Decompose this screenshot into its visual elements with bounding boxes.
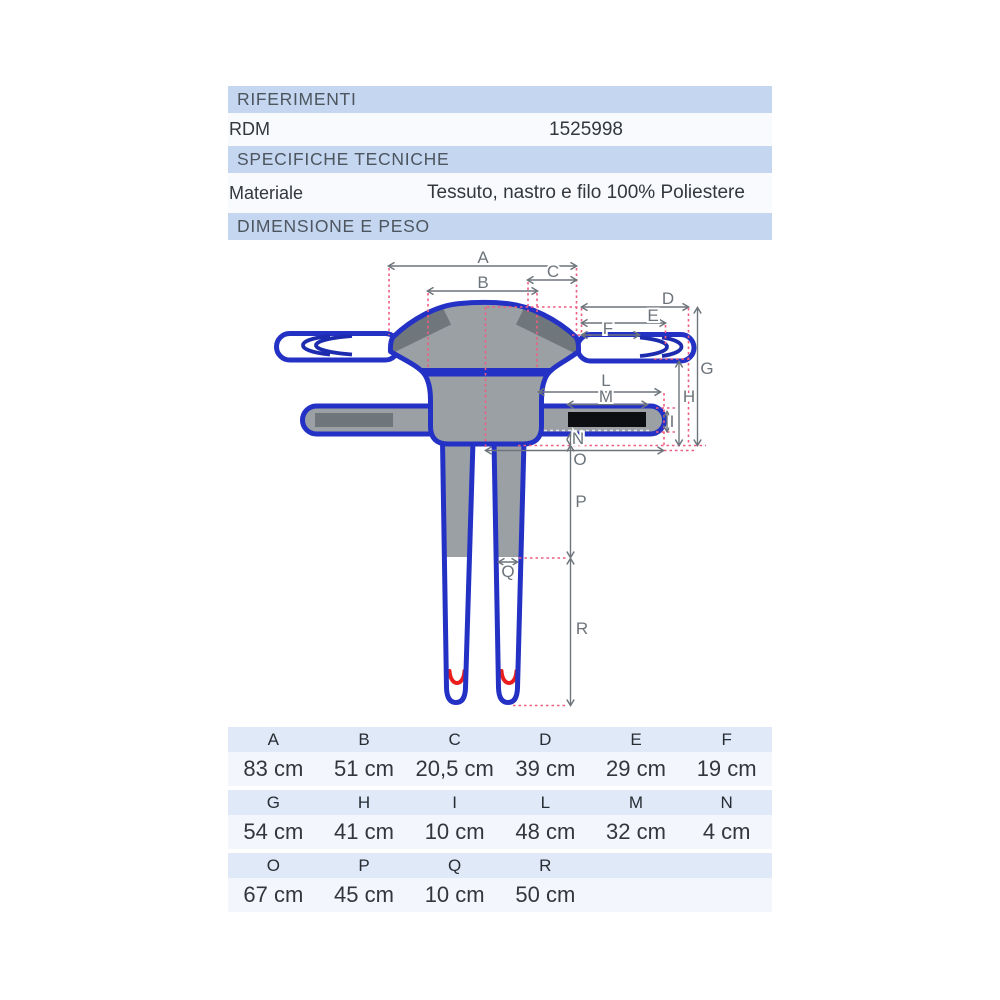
col-header: C bbox=[448, 729, 461, 749]
dim-label-b: B bbox=[477, 273, 489, 292]
spec-row-materiale bbox=[228, 173, 772, 213]
table-value-row bbox=[228, 878, 772, 912]
section-header-specifiche-tecniche: SPECIFICHE TECNICHE bbox=[228, 146, 772, 173]
dim-value: 67 cm bbox=[243, 882, 304, 907]
dim-label-e: E bbox=[647, 306, 659, 325]
table-value-row bbox=[228, 815, 772, 849]
col-header: I bbox=[452, 792, 458, 812]
spec-row-rdm bbox=[228, 113, 772, 146]
dim-label-p: P bbox=[575, 492, 587, 511]
spec-label-rdm: RDM bbox=[229, 119, 270, 139]
dim-value: 51 cm bbox=[334, 756, 394, 781]
dim-value: 10 cm bbox=[424, 819, 485, 844]
dim-value: 19 cm bbox=[696, 756, 757, 781]
dim-value: 83 cm bbox=[243, 756, 304, 781]
col-header: F bbox=[721, 729, 732, 749]
col-header bbox=[591, 853, 682, 878]
section-header-riferimenti: RIFERIMENTI bbox=[228, 86, 772, 113]
dim-label-f: F bbox=[602, 319, 614, 338]
col-header: E bbox=[630, 729, 642, 749]
dim-value: 48 cm bbox=[515, 819, 576, 844]
dim-value bbox=[681, 878, 772, 912]
dim-label-r: R bbox=[575, 619, 589, 638]
dim-label-c: C bbox=[546, 262, 560, 281]
dim-label-q: Q bbox=[501, 562, 515, 581]
dim-value: 10 cm bbox=[424, 882, 485, 907]
spec-label-materiale: Materiale bbox=[229, 182, 304, 203]
dim-label-l: L bbox=[601, 371, 611, 390]
col-header: B bbox=[358, 729, 370, 749]
dim-label-g: G bbox=[700, 359, 714, 378]
dim-value: 50 cm bbox=[515, 882, 576, 907]
table-header-row bbox=[228, 727, 772, 752]
col-header: D bbox=[539, 729, 552, 749]
col-header: A bbox=[267, 729, 279, 749]
dim-value: 32 cm bbox=[606, 819, 666, 844]
col-header bbox=[681, 853, 772, 878]
dim-value: 4 cm bbox=[702, 819, 751, 844]
spec-value-materiale: Tessuto, nastro e filo 100% Poliestere bbox=[427, 182, 745, 203]
col-header: G bbox=[266, 792, 280, 812]
dimensions-table bbox=[228, 727, 772, 916]
dim-value bbox=[591, 878, 682, 912]
col-header: M bbox=[628, 792, 644, 812]
dim-value: 41 cm bbox=[334, 819, 394, 844]
dim-label-i: I bbox=[669, 412, 675, 431]
dim-label-o: O bbox=[573, 450, 587, 469]
col-header: P bbox=[358, 855, 370, 875]
dim-value: 54 cm bbox=[243, 819, 304, 844]
dim-label-m: M bbox=[598, 387, 614, 406]
col-header: Q bbox=[448, 855, 462, 875]
chest-band bbox=[408, 368, 552, 377]
dim-value: 29 cm bbox=[606, 756, 666, 781]
table-header-row bbox=[228, 790, 772, 815]
dim-value: 20,5 cm bbox=[415, 756, 494, 781]
left-leg-strap bbox=[438, 438, 477, 703]
col-header: N bbox=[720, 792, 733, 812]
left-arm-strap bbox=[277, 334, 399, 361]
velcro-patch-right bbox=[568, 412, 646, 427]
spec-tables bbox=[228, 86, 772, 240]
velcro-patch-left bbox=[315, 413, 393, 427]
dim-value: 39 cm bbox=[515, 756, 576, 781]
dim-label-d: D bbox=[661, 289, 675, 308]
col-header: H bbox=[357, 792, 371, 812]
table-value-row bbox=[228, 752, 772, 786]
dim-label-n: N bbox=[571, 429, 585, 448]
right-arm-strap bbox=[578, 335, 695, 362]
spec-value-rdm: 1525998 bbox=[549, 118, 623, 140]
table-header-row bbox=[228, 853, 772, 878]
dim-label-h: H bbox=[682, 387, 696, 406]
col-header: R bbox=[539, 855, 552, 875]
dim-label-a: A bbox=[477, 248, 489, 267]
dim-value: 45 cm bbox=[334, 882, 394, 907]
section-header-dimensione-e-peso: DIMENSIONE E PESO bbox=[228, 213, 772, 240]
col-header: O bbox=[266, 855, 280, 875]
sling-diagram bbox=[0, 238, 1000, 718]
col-header: L bbox=[540, 792, 551, 812]
